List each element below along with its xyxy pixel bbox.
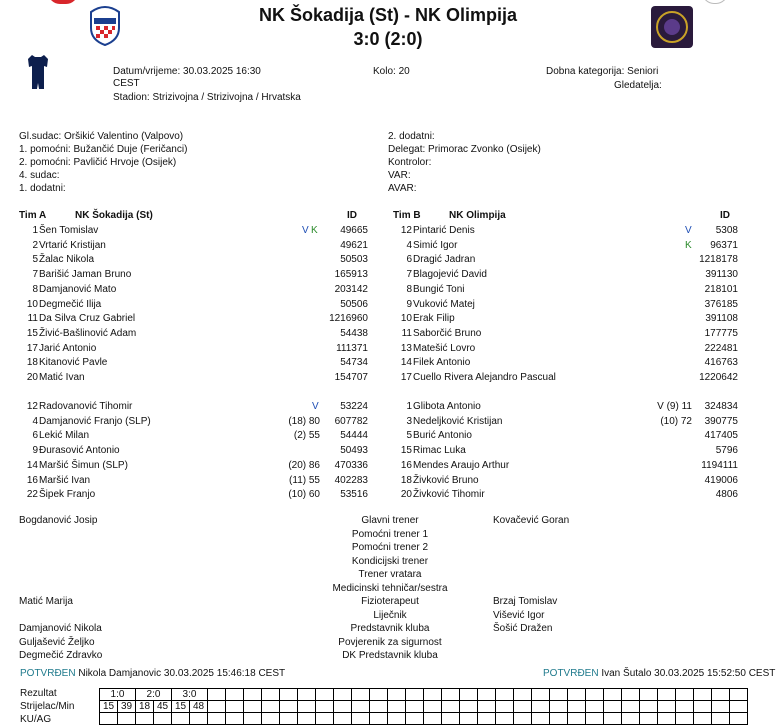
player-id: 1194111 <box>701 459 738 471</box>
player-id: 391130 <box>705 269 738 281</box>
staff-away-name: Višević Igor <box>493 609 545 621</box>
player-number: 1 <box>32 225 38 236</box>
player-id: 390775 <box>704 415 738 427</box>
player-id: 50503 <box>340 254 368 266</box>
player-number: 18 <box>400 474 412 486</box>
player-name: Rimac Luka <box>413 445 466 457</box>
player-number: 7 <box>32 269 38 281</box>
player-name: Vuković Matej <box>413 298 475 310</box>
staff-role: Medicinski tehničar/sestra <box>332 582 448 594</box>
result-kuag-row <box>100 713 748 725</box>
team-b-label: Tim B <box>393 210 421 221</box>
player-name: Saborčić Bruno <box>413 327 482 339</box>
player-id: 376185 <box>704 298 738 310</box>
staff-role: Trener vratara <box>358 569 422 580</box>
player-name: Erak Filip <box>413 313 455 325</box>
player-id: 607782 <box>334 415 368 427</box>
scorer-cell: 15 <box>100 701 118 713</box>
player-sub-info: (2) 55 <box>293 430 320 442</box>
player-number: 5 <box>406 430 412 442</box>
player-name: Nedeljković Kristijan <box>413 415 503 427</box>
player-number: 6 <box>406 254 412 266</box>
staff-home-name: Bogdanović Josip <box>19 515 98 526</box>
player-name: Živić-Bašlinović Adam <box>39 327 137 339</box>
result-score-cell: 1:0 <box>100 689 136 701</box>
player-number: 7 <box>406 269 412 281</box>
staff-away-name: Brzaj Tomislav <box>493 596 558 607</box>
player-number: 8 <box>32 283 38 295</box>
player-sub-info: (10) 60 <box>288 489 320 501</box>
staff-role: Fizioterapeut <box>361 596 419 607</box>
staff-role: Povjerenik za sigurnost <box>338 636 442 648</box>
player-id: 154707 <box>334 372 368 383</box>
partial-logo-grey-icon <box>702 0 728 4</box>
match-stadium: Stadion: Strizivojna / Strizivojna / Hrvatska <box>113 92 301 103</box>
player-id: 1216960 <box>329 313 368 325</box>
player-number: 17 <box>26 342 38 354</box>
player-number: 15 <box>26 327 38 339</box>
player-number: 6 <box>32 430 38 442</box>
result-score-row <box>100 689 748 701</box>
player-name: Glibota Antonio <box>413 401 481 412</box>
staff-role: Liječnik <box>373 609 407 621</box>
spectators: Gledatelja: <box>614 80 662 91</box>
player-id: 1220642 <box>699 372 738 383</box>
staff-role: Predstavnik kluba <box>350 623 430 634</box>
player-name: Živković Tihomir <box>413 489 485 501</box>
player-number: 4 <box>32 415 38 427</box>
match-score: 3:0 (2:0) <box>353 29 423 49</box>
result-score-cell: 2:0 <box>136 689 172 701</box>
official-left-line: 2. pomoćni: Pavličić Hrvoje (Osijek) <box>19 157 177 168</box>
player-number: 14 <box>26 459 38 471</box>
player-name: Dragić Jadran <box>413 254 476 266</box>
player-number: 9 <box>406 298 412 310</box>
player-name: Matešić Lovro <box>413 342 476 354</box>
player-number: 5 <box>32 254 38 266</box>
official-right-line: AVAR: <box>388 183 417 194</box>
player-name: Filek Antonio <box>413 357 471 369</box>
player-id: 54734 <box>340 357 368 369</box>
player-number: 10 <box>400 313 412 325</box>
player-id: 177775 <box>704 327 738 339</box>
match-title <box>0 5 776 26</box>
staff-role: Pomoćni trener 2 <box>351 542 429 553</box>
player-sub-info: (10) 72 <box>660 415 692 427</box>
player-flag-v: V <box>302 225 309 236</box>
result-scorer-row <box>100 701 748 713</box>
player-sub-info: V (9) 11 <box>657 401 692 412</box>
player-id: 5308 <box>715 225 738 236</box>
player-id: 222481 <box>704 342 738 354</box>
staff-home-name: Degmečić Zdravko <box>19 650 103 661</box>
scorer-cell: 18 <box>136 701 154 713</box>
player-id: 54444 <box>340 430 368 442</box>
scorer-cell: 15 <box>172 701 190 713</box>
home-confirm-text: Nikola Damjanovic 30.03.2025 15:46:18 CEST <box>78 668 286 679</box>
player-id: 53224 <box>340 401 368 412</box>
player-name: Kitanović Pavle <box>39 357 108 369</box>
away-confirm-tag: POTVRĐEN <box>543 668 599 679</box>
player-number: 9 <box>32 445 38 457</box>
player-number: 14 <box>400 357 412 369</box>
scorer-label: Strijelac/Min <box>20 701 75 712</box>
result-label: Rezultat <box>20 688 57 699</box>
official-left-line: Gl.sudac: Oršikić Valentino (Valpovo) <box>19 131 184 142</box>
player-id: 96371 <box>710 239 738 251</box>
ku-ag-label: KU/AG <box>20 714 52 725</box>
player-name: Da Silva Cruz Gabriel <box>39 313 136 325</box>
player-flag: K <box>685 239 692 251</box>
player-number: 13 <box>400 342 412 354</box>
official-left-line: 1. dodatni: <box>19 183 66 194</box>
staff-role: Glavni trener <box>361 515 419 526</box>
player-id: 49621 <box>340 239 368 251</box>
player-name: Jarić Antonio <box>39 342 97 354</box>
official-left-line: 1. pomoćni: Bužančić Duje (Feričanci) <box>19 144 188 155</box>
official-left-line: 4. sudac: <box>19 170 60 181</box>
player-name: Matić Ivan <box>39 372 85 383</box>
minute-cell: 48 <box>190 701 208 713</box>
player-sub-info: (18) 80 <box>288 415 320 427</box>
partial-logo-red-icon <box>48 0 78 4</box>
player-id: 416763 <box>704 357 738 369</box>
player-number: 16 <box>26 474 38 486</box>
player-number: 18 <box>26 357 38 369</box>
player-number: 20 <box>400 489 412 501</box>
player-name: Šen Tomislav <box>39 225 99 236</box>
staff-away-name: Šošić Dražen <box>493 623 553 634</box>
age-category: Dobna kategorija: Seniori <box>546 66 659 77</box>
staff-home-name: Damjanović Nikola <box>19 623 102 634</box>
home-confirmation <box>20 668 285 679</box>
title-separator: - <box>404 5 410 25</box>
match-datetime: Datum/vrijeme: 30.03.2025 16:30 <box>113 66 261 77</box>
official-right-line: Delegat: Primorac Zvonko (Osijek) <box>388 144 541 155</box>
away-team-title: NK Olimpija <box>415 5 518 25</box>
player-name: Vrtarić Kristijan <box>39 239 106 251</box>
player-flag-v: V <box>312 401 319 412</box>
player-name: Đurasović Antonio <box>39 445 120 457</box>
player-name: Barišić Jaman Bruno <box>39 269 132 281</box>
staff-home-name: Guljašević Željko <box>19 636 95 648</box>
player-number: 15 <box>400 445 412 457</box>
player-number: 20 <box>26 372 38 383</box>
staff-away-name: Kovačević Goran <box>493 515 570 526</box>
player-number: 11 <box>401 327 412 339</box>
player-id: 50506 <box>340 298 368 310</box>
player-name: Maršić Ivan <box>39 474 91 486</box>
player-number: 22 <box>26 489 38 501</box>
player-number: 11 <box>27 313 38 325</box>
player-id: 50493 <box>340 445 368 457</box>
player-name: Degmečić Ilija <box>39 298 102 310</box>
away-confirm-text: Ivan Šutalo 30.03.2025 15:52:50 CEST <box>601 668 776 679</box>
player-number: 3 <box>406 415 412 427</box>
player-flag: V <box>685 225 692 236</box>
player-id: 402283 <box>334 474 368 486</box>
player-id: 49665 <box>340 225 368 236</box>
result-grid <box>99 688 748 725</box>
player-name: Mendes Araujo Arthur <box>413 459 510 471</box>
player-name: Žalac Nikola <box>39 254 95 266</box>
player-number: 12 <box>400 225 412 236</box>
team-b-name: NK Olimpija <box>449 210 506 221</box>
player-id: 391108 <box>705 313 738 325</box>
away-confirmation <box>543 668 775 679</box>
player-id: 203142 <box>334 283 368 295</box>
player-id: 470336 <box>334 459 368 471</box>
player-id: 53516 <box>340 489 368 501</box>
player-id: 218101 <box>704 283 738 295</box>
player-name: Radovanović Tihomir <box>39 401 133 412</box>
player-name: Šipek Franjo <box>39 489 96 501</box>
player-id: 1218178 <box>699 254 738 266</box>
team-a-label: Tim A <box>19 210 47 221</box>
player-id: 165913 <box>334 269 368 281</box>
staff-role: Kondicijski trener <box>351 555 429 567</box>
minute-cell: 45 <box>154 701 172 713</box>
player-name: Bungić Toni <box>413 283 465 295</box>
player-name: Damjanović Franjo (SLP) <box>39 415 151 427</box>
player-number: 17 <box>400 372 412 383</box>
official-right-line: Kontrolor: <box>388 157 432 168</box>
player-id: 324834 <box>704 401 738 412</box>
staff-home-name: Matić Marija <box>19 596 73 607</box>
player-number: 10 <box>26 298 38 310</box>
player-number: 4 <box>406 239 412 251</box>
player-name: Cuello Rivera Alejandro Pascual <box>413 372 556 383</box>
jersey-icon <box>26 53 50 93</box>
home-confirm-tag: POTVRĐEN <box>20 668 76 679</box>
official-right-line: VAR: <box>388 170 411 181</box>
player-sub-info: (20) 86 <box>288 459 320 471</box>
staff-role: Pomoćni trener 1 <box>351 528 429 540</box>
official-right-line: 2. dodatni: <box>388 131 435 142</box>
player-name: Živković Bruno <box>413 474 479 486</box>
player-number: 12 <box>26 401 38 412</box>
player-number: 16 <box>400 459 412 471</box>
player-number: 8 <box>406 283 412 295</box>
player-sub-info: (11) 55 <box>289 474 320 486</box>
player-id: 4806 <box>715 489 738 501</box>
player-id: 5796 <box>715 445 738 457</box>
player-number: 2 <box>32 239 38 251</box>
team-b-id-header: ID <box>720 210 730 221</box>
home-team-title: NK Šokadija (St) <box>258 5 399 25</box>
player-id: 54438 <box>340 327 368 339</box>
player-name: Simić Igor <box>413 239 458 251</box>
player-name: Blagojević David <box>413 269 487 281</box>
player-id: 111371 <box>336 342 368 354</box>
player-id: 417405 <box>704 430 738 442</box>
player-id: 419006 <box>704 474 738 486</box>
player-flag-k: K <box>311 225 318 236</box>
player-name: Pintarić Denis <box>413 225 475 236</box>
match-timezone: CEST <box>113 78 140 89</box>
player-name: Lekić Milan <box>39 430 90 442</box>
match-round: Kolo: 20 <box>373 66 410 77</box>
player-number: 1 <box>406 401 412 412</box>
result-score-cell: 3:0 <box>172 689 208 701</box>
minute-cell: 39 <box>118 701 136 713</box>
team-a-name: NK Šokadija (St) <box>75 210 153 221</box>
staff-role: DK Predstavnik kluba <box>342 650 438 661</box>
player-name: Burić Antonio <box>413 430 472 442</box>
player-name: Maršić Šimun (SLP) <box>39 459 128 471</box>
player-name: Damjanović Mato <box>39 283 117 295</box>
team-a-id-header: ID <box>347 210 357 221</box>
